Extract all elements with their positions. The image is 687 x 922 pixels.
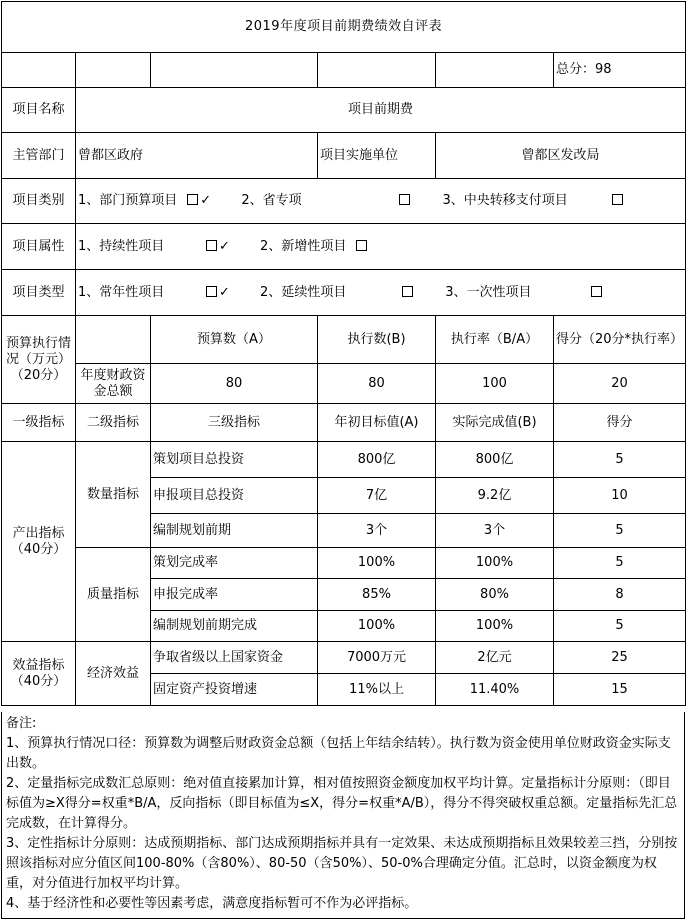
table-row-target: 7000万元	[318, 642, 436, 674]
type-option-1: 1、常年性项目	[78, 284, 165, 300]
table-row-actual: 9.2亿	[436, 478, 554, 514]
budget-header-score: 得分（20分*执行率）	[554, 316, 686, 364]
blank-cell	[151, 53, 318, 88]
blank-cell	[76, 53, 151, 88]
quality-label: 质量指标	[76, 548, 151, 642]
table-row-score: 10	[554, 478, 686, 514]
type-options: 1、常年性项目 ✓ 2、延续性项目 3、一次性项目	[76, 270, 686, 316]
table-row-target: 7亿	[318, 478, 436, 514]
table-row-name: 策划项目总投资	[151, 442, 318, 478]
header-score: 得分	[554, 404, 686, 442]
type-option-3: 3、一次性项目	[445, 284, 532, 300]
table-row-name: 争取省级以上国家资金	[151, 642, 318, 674]
blank-cell	[318, 53, 436, 88]
table-row-score: 5	[554, 548, 686, 579]
quantity-label: 数量指标	[76, 442, 151, 548]
blank-cell	[436, 53, 554, 88]
evaluation-table	[1, 1, 686, 706]
project-name-label: 项目名称	[2, 88, 76, 133]
table-row-score: 5	[554, 611, 686, 642]
table-row-name: 编制规划前期	[151, 514, 318, 548]
header-level3: 三级指标	[151, 404, 318, 442]
note-item: 4、基于经济性和必要性等因素考虑，满意度指标暂可不作为必评指标。	[6, 896, 418, 911]
table-row-target: 3个	[318, 514, 436, 548]
note-item: 3、定性指标计分原则：达成预期指标、部门达成预期指标并具有一定效果、未达成预期指标且效果较差三挡，分别按照该指标对应分值区间100-80%（含80%）、80-50（含50%）、50-0%合理确定分值。汇总时，以资金额度为权重，对分值进行加权平均计算。	[6, 836, 678, 891]
category-options	[76, 179, 686, 224]
checkbox-icon	[612, 194, 623, 205]
budget-rate-value: 100	[436, 364, 554, 404]
table-row-score: 25	[554, 642, 686, 674]
budget-planned-value: 80	[151, 364, 318, 404]
table-row-target: 100%	[318, 548, 436, 579]
unit-value: 曾都区发改局	[436, 133, 686, 179]
attribute-option-2: 2、新增性项目	[260, 238, 347, 254]
table-row-name: 申报完成率	[151, 579, 318, 611]
table-row-actual: 100%	[436, 548, 554, 579]
budget-label: 预算执行情况（万元）（20分）	[2, 316, 76, 404]
table-row-actual: 3个	[436, 514, 554, 548]
note-item: 1、预算执行情况口径：预算数为调整后财政资金总额（包括上年结余结转）。执行数为资金使用单位财政资金实际支出数。	[6, 736, 671, 771]
checkbox-icon	[206, 240, 217, 251]
check-mark: ✓	[200, 193, 212, 208]
category-option-3: 3、中央转移支付项目	[442, 193, 568, 208]
checkbox-icon	[591, 286, 602, 297]
attribute-label: 项目属性	[2, 224, 76, 270]
notes-section	[1, 712, 685, 919]
checkbox-icon	[402, 286, 413, 297]
table-row-target: 11%以上	[318, 674, 436, 706]
checkbox-icon	[399, 194, 410, 205]
table-row-actual: 2亿元	[436, 642, 554, 674]
type-label: 项目类型	[2, 270, 76, 316]
table-row-score: 15	[554, 674, 686, 706]
header-level1: 一级指标	[2, 404, 76, 442]
checkbox-icon	[187, 194, 198, 205]
benefit-label: 效益指标（40分）	[2, 642, 76, 706]
header-actual: 实际完成值(B)	[436, 404, 554, 442]
table-row-target: 800亿	[318, 442, 436, 478]
table-row-actual: 11.40%	[436, 674, 554, 706]
table-row-name: 编制规划前期完成	[151, 611, 318, 642]
table-row-name: 申报项目总投资	[151, 478, 318, 514]
total-score: 总分：98	[554, 53, 686, 88]
budget-header-executed: 执行数(B)	[318, 316, 436, 364]
page-title: 2019年度项目前期费绩效自评表	[2, 2, 686, 53]
dept-label: 主管部门	[2, 133, 76, 179]
table-row-score: 8	[554, 579, 686, 611]
budget-row-label: 年度财政资金总额	[76, 364, 151, 404]
table-row-target: 85%	[318, 579, 436, 611]
category-option-1: 1、部门预算项目 ✓	[78, 193, 212, 208]
economic-label: 经济效益	[76, 642, 151, 706]
header-target: 年初目标值(A)	[318, 404, 436, 442]
table-row-score: 5	[554, 442, 686, 478]
table-row-name: 固定资产投资增速	[151, 674, 318, 706]
checkbox-icon	[356, 240, 367, 251]
notes-heading: 备注:	[6, 716, 37, 731]
blank-cell	[76, 316, 151, 364]
checkbox-icon	[206, 286, 217, 297]
category-option-2: 2、省专项	[241, 193, 302, 208]
attribute-option-1: 1、持续性项目	[78, 238, 165, 254]
output-label: 产出指标（40分）	[2, 442, 76, 642]
budget-header-rate: 执行率（B/A）	[436, 316, 554, 364]
dept-value: 曾都区政府	[76, 133, 318, 179]
table-row-actual: 80%	[436, 579, 554, 611]
budget-executed-value: 80	[318, 364, 436, 404]
blank-cell	[2, 53, 76, 88]
attribute-options: 1、持续性项目 ✓ 2、新增性项目	[76, 224, 686, 270]
table-row-actual: 800亿	[436, 442, 554, 478]
budget-score-value: 20	[554, 364, 686, 404]
note-item: 2、定量指标完成数汇总原则：绝对值直接累加计算，相对值按照资金额度加权平均计算。定量指标计分原则：（即目标值为≥X得分=权重*B/A，反向指标（即目标值为≤X，得分=权重*A/B），得分不得突破权重总额。定量指标先汇总完成数，在计算得分。	[6, 776, 678, 831]
unit-label: 项目实施单位	[318, 133, 436, 179]
table-row-score: 5	[554, 514, 686, 548]
category-label: 项目类别	[2, 179, 76, 224]
type-option-2: 2、延续性项目	[260, 284, 347, 300]
table-row-actual: 100%	[436, 611, 554, 642]
header-level2: 二级指标	[76, 404, 151, 442]
project-name-value: 项目前期费	[76, 88, 686, 133]
table-row-name: 策划完成率	[151, 548, 318, 579]
table-row-target: 100%	[318, 611, 436, 642]
budget-header-planned: 预算数（A）	[151, 316, 318, 364]
